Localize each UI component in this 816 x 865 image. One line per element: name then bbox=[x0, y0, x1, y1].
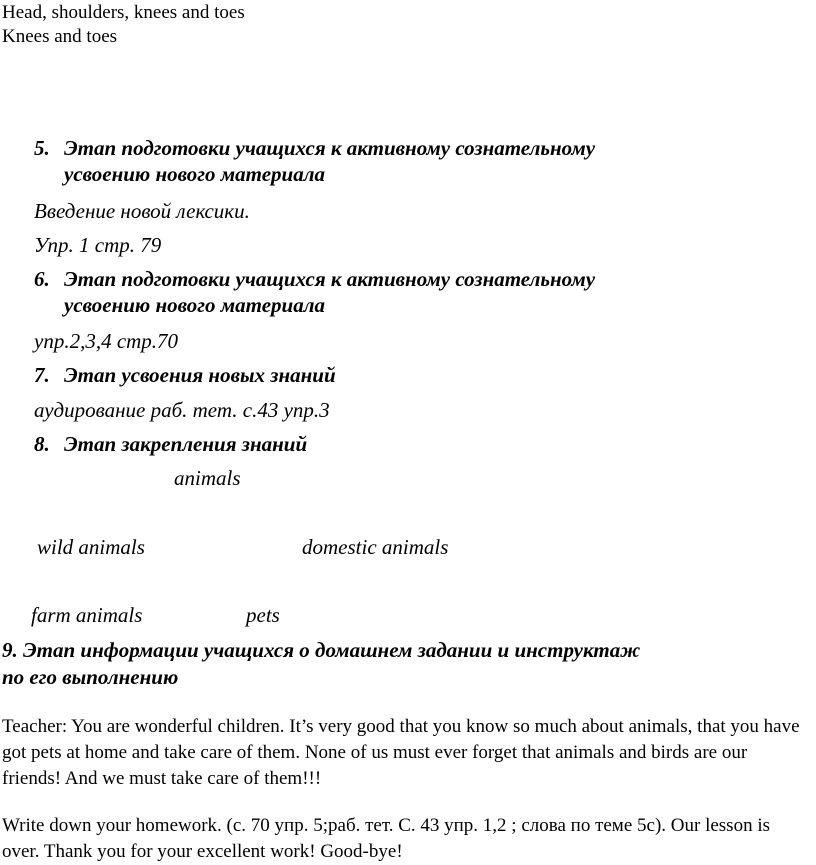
teacher-paragraph: Teacher: You are wonderful children. It’s very good that you know so much about animals, that you have got pets at home and take care of them. None of us must ever forget that animals and birds are our friends! And we must take care of them!!! bbox=[2, 716, 800, 789]
stage-9-heading-cont: по его выполнению bbox=[2, 665, 179, 689]
song-line-1: Head, shoulders, knees and toes bbox=[2, 2, 245, 23]
stage-title: Этап подготовки учащихся к активному сознательному bbox=[64, 267, 596, 291]
exercise-1: Упр. 1 стр. 79 bbox=[34, 233, 162, 257]
stage-5-heading-cont: усвоению нового материала bbox=[64, 162, 325, 186]
stage-number: 8. bbox=[34, 432, 50, 456]
animals-pets: pets bbox=[246, 603, 280, 627]
stage-number: 6. bbox=[34, 267, 50, 291]
stage-6-heading-cont: усвоению нового материала bbox=[64, 293, 325, 317]
stage-9-heading: 9. Этап информации учащихся о домашнем задании и инструктаж bbox=[2, 638, 641, 662]
stage-8-heading bbox=[34, 431, 307, 457]
stage-5-heading bbox=[34, 135, 595, 161]
stage-title: Этап закрепления знаний bbox=[64, 432, 308, 456]
animals-farm: farm animals bbox=[31, 603, 143, 627]
animals-wild: wild animals bbox=[37, 535, 145, 559]
listening-task: аудирование раб. тет. с.43 упр.3 bbox=[34, 398, 330, 422]
exercise-2: упр.2,3,4 стр.70 bbox=[34, 329, 179, 353]
stage-6-heading bbox=[34, 266, 595, 292]
stage-number: 5. bbox=[34, 136, 50, 160]
stage-number: 7. bbox=[34, 363, 50, 387]
animals-domestic: domestic animals bbox=[302, 535, 449, 559]
song-line-2: Knees and toes bbox=[2, 26, 118, 47]
vocab-intro: Введение новой лексики. bbox=[34, 199, 250, 223]
animals-root: animals bbox=[174, 466, 241, 490]
stage-title: Этап усвоения новых знаний bbox=[64, 363, 336, 387]
stage-7-heading bbox=[34, 362, 336, 388]
homework-paragraph: Write down your homework. (с. 70 упр. 5;раб. тет. С. 43 упр. 1,2 ; слова по теме 5с). Our lesson is over. Thank you for your excellent work! Good-bye! bbox=[2, 815, 770, 862]
stage-title: Этап подготовки учащихся к активному сознательному bbox=[64, 136, 596, 160]
